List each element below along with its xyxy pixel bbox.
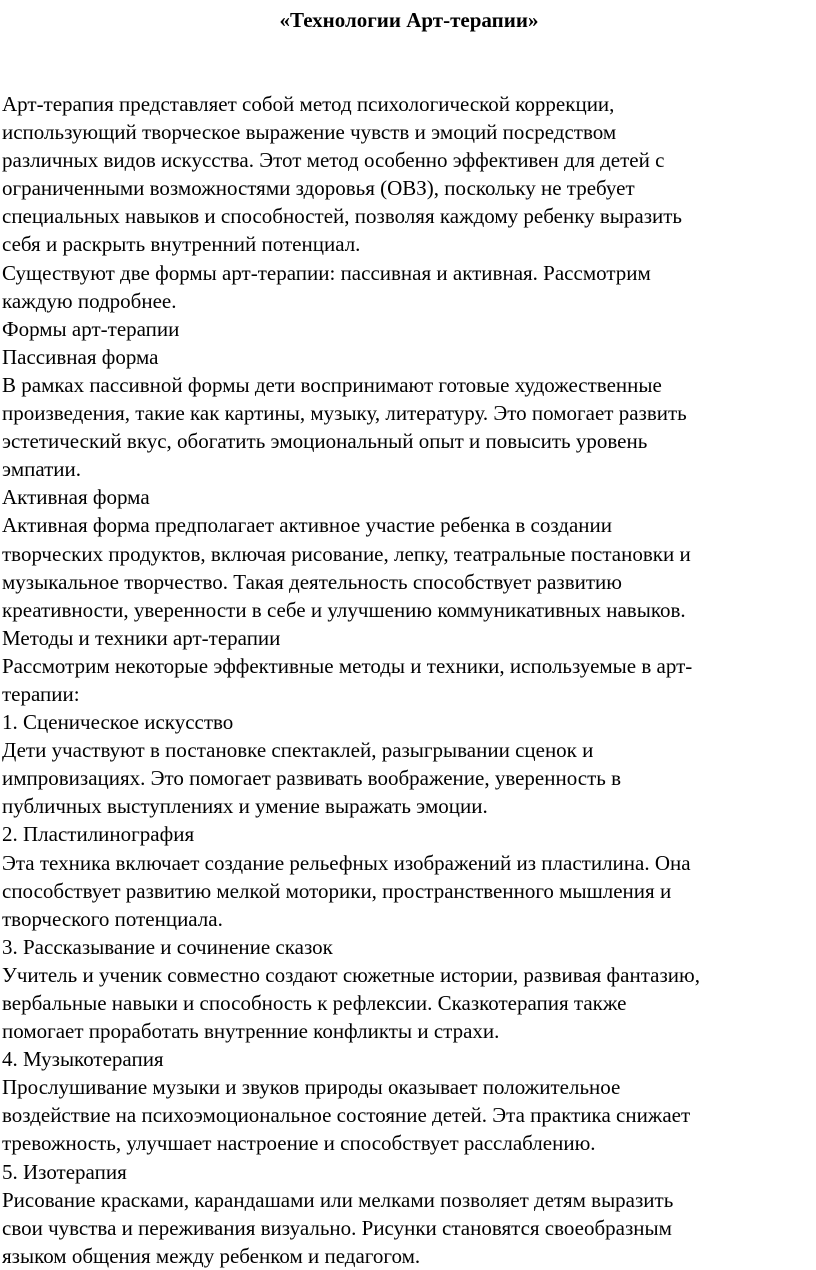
list-heading: 4. Музыкотерапия [2,1047,164,1072]
text-line: импровизациях. Это помогает развивать воображение, уверенность в [2,766,621,791]
text-line: креативности, уверенности в себе и улучшению коммуникативных навыков. [2,597,686,622]
text-line: свои чувства и переживания визуально. Рисунки становятся своеобразным [2,1215,672,1240]
text-line: Прослушивание музыки и звуков природы оказывает положительное [2,1075,621,1100]
text-line: способствует развитию мелкой моторики, пространственного мышления и [2,878,672,903]
text-line: творческих продуктов, включая рисование, лепку, театральные постановки и [2,541,691,566]
text-line: Активная форма предполагает активное участие ребенка в создании [2,513,613,538]
text-line: тревожность, улучшает настроение и способствует расслаблению. [2,1131,596,1156]
text-line: творческого потенциала. [2,906,223,931]
text-line: произведения, такие как картины, музыку, литературу. Это помогает развить [2,401,687,426]
text-line: Дети участвуют в постановке спектаклей, разыгрывании сценок и [2,738,594,763]
text-line: Эта техника включает создание рельефных изображений из пластилина. Она [2,850,691,875]
text-line: Существуют две формы арт-терапии: пассивная и активная. Рассмотрим [2,260,651,285]
list-heading: 1. Сценическое искусство [2,710,234,735]
subsection-heading: Пассивная форма [2,344,159,369]
text-line: языком общения между ребенком и педагогом. [2,1243,421,1268]
text-line: различных видов искусства. Этот метод особенно эффективен для детей с [2,148,665,173]
text-line: специальных навыков и способностей, позволяя каждому ребенку выразить [2,204,682,229]
text-line: эмпатии. [2,457,82,482]
list-heading: 5. Изотерапия [2,1159,127,1184]
text-line: терапии: [2,681,80,706]
list-heading: 3. Рассказывание и сочинение сказок [2,934,333,959]
text-line: воздействие на психоэмоциональное состояние детей. Эта практика снижает [2,1103,691,1128]
text-line: Рисование красками, карандашами или мелками позволяет детям выразить [2,1187,674,1212]
text-line: Рассмотрим некоторые эффективные методы и техники, используемые в арт- [2,653,693,678]
text-line: Учитель и ученик совместно создают сюжетные истории, развивая фантазию, [2,962,700,987]
text-line: каждую подробнее. [2,288,177,313]
document-title: «Технологии Арт-терапии» [279,8,539,32]
text-line: В рамках пассивной формы дети воспринимают готовые художественные [2,372,662,397]
text-line: вербальные навыки и способность к рефлексии. Сказкотерапия также [2,991,627,1015]
text-line: Арт-терапия представляет собой метод психологической коррекции, [2,92,615,116]
text-line: музыкальное творчество. Такая деятельность способствует развитию [2,569,622,594]
section-heading: Методы и техники арт-терапии [2,625,281,650]
text-line: помогает проработать внутренние конфликты и страхи. [2,1019,500,1044]
subsection-heading: Активная форма [2,485,150,510]
text-line: публичных выступлениях и умение выражать эмоции. [2,794,488,819]
list-heading: 2. Пластилинография [2,822,195,847]
text-line: ограниченными возможностями здоровья (ОВЗ), поскольку не требует [2,176,635,201]
document-body [2,90,816,1270]
text-line: себя и раскрыть внутренний потенциал. [2,232,361,257]
section-heading: Формы арт-терапии [2,316,180,341]
text-line: использующий творческое выражение чувств и эмоций посредством [2,120,617,145]
text-line: эстетический вкус, обогатить эмоциональный опыт и повысить уровень [2,429,648,454]
